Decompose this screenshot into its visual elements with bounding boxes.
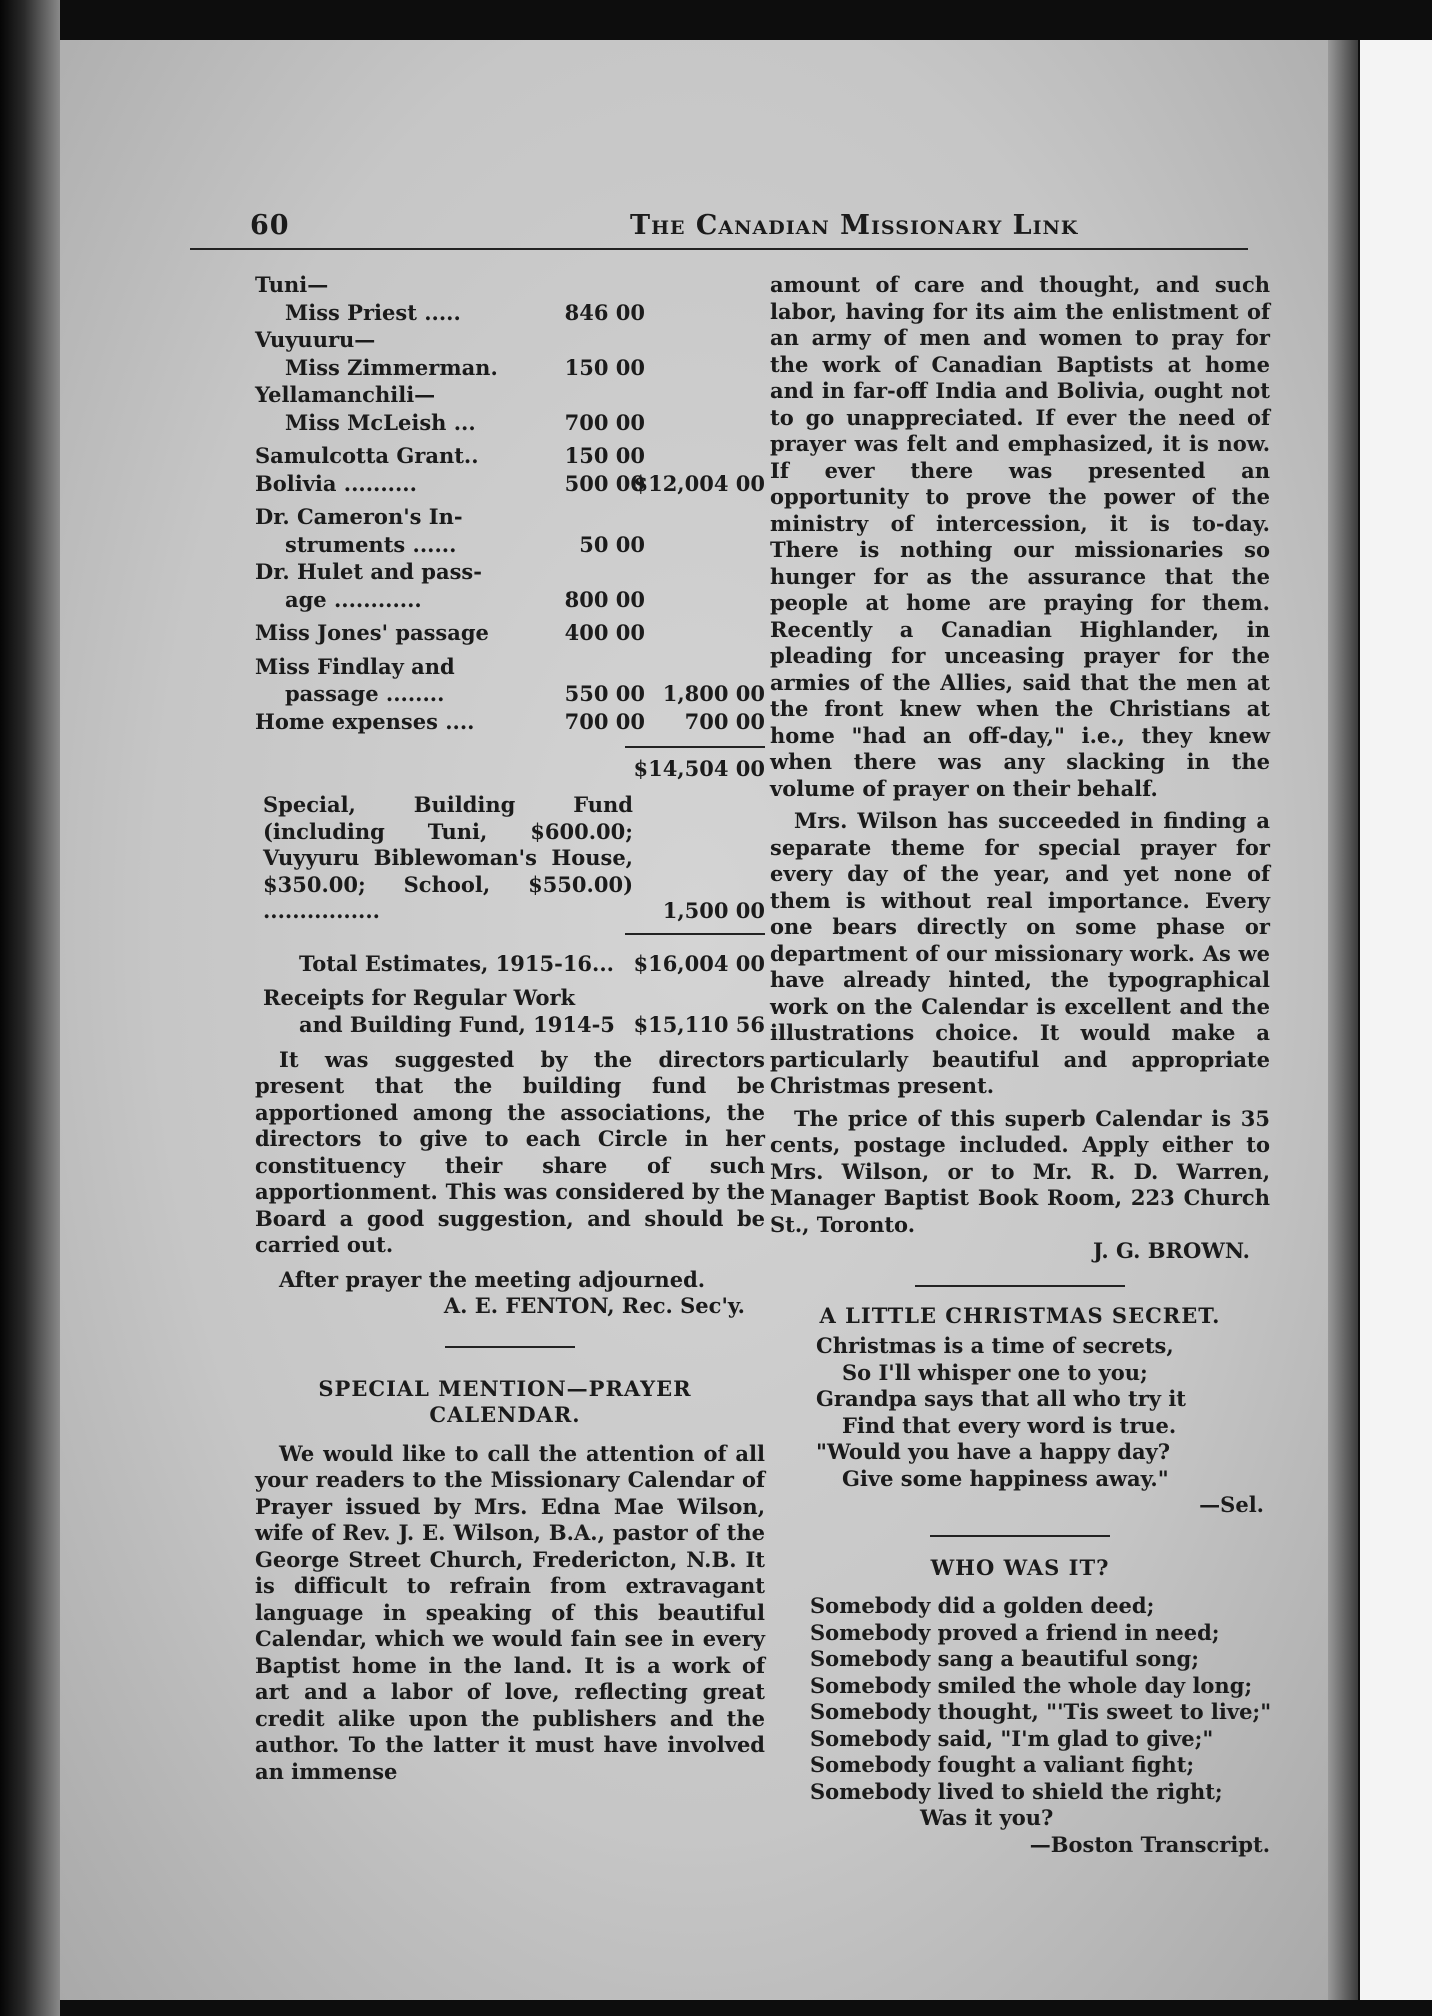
finance-row-label: passage ........ bbox=[285, 681, 445, 706]
poem-line: Find that every word is true. bbox=[842, 1412, 1177, 1438]
brown-signature: J. G. BROWN. bbox=[1093, 1238, 1250, 1263]
right-margin-strip bbox=[1360, 40, 1432, 2000]
poem-line: "Would you have a happy day? bbox=[816, 1439, 1171, 1464]
finance-row-label: struments ...... bbox=[285, 531, 457, 557]
section-separator bbox=[915, 1285, 1125, 1287]
finance-row-label: Miss Priest ..... bbox=[285, 299, 461, 325]
finance-row bbox=[255, 504, 765, 532]
finance-row-label: Miss Zimmerman. bbox=[285, 354, 498, 380]
finance-row-amount: 846 00 bbox=[564, 299, 645, 325]
finance-row-amount: 400 00 bbox=[564, 620, 645, 645]
finance-row-amount: 550 00 bbox=[564, 681, 645, 706]
fenton-signature: A. E. FENTON, Rec. Sec'y. bbox=[443, 1293, 745, 1318]
poem-line: Somebody did a golden deed; bbox=[810, 1593, 1155, 1618]
finance-row bbox=[255, 709, 765, 737]
total-label: Total Estimates, 1915-16... bbox=[299, 950, 614, 976]
receipts-label-2: and Building Fund, 1914-5 bbox=[299, 1011, 615, 1037]
finance-row bbox=[255, 443, 765, 471]
finance-row-label: Miss Jones' passage bbox=[255, 620, 489, 645]
finance-row-label: age ............ bbox=[285, 586, 422, 612]
subtotal-amount: $14,504 00 bbox=[633, 756, 765, 781]
poem-line: Grandpa says that all who try it bbox=[816, 1386, 1187, 1411]
running-header bbox=[190, 204, 1248, 250]
total-amount: $16,004 00 bbox=[633, 950, 765, 976]
receipts-row bbox=[255, 985, 765, 1039]
poem-line: Somebody proved a friend in need; bbox=[810, 1619, 1220, 1645]
subtotal-row bbox=[255, 752, 765, 786]
finance-row bbox=[255, 327, 765, 355]
receipts-amount: $15,110 56 bbox=[633, 1011, 765, 1037]
who-was-it-title: WHO WAS IT? bbox=[930, 1554, 1110, 1580]
journal-title: The Canadian Missionary Link bbox=[630, 210, 1079, 241]
poem-line: Christmas is a time of secrets, bbox=[816, 1333, 1174, 1358]
poem-line: Somebody said, "I'm glad to give;" bbox=[810, 1725, 1214, 1751]
book-spine-left bbox=[0, 0, 60, 2016]
special-rule bbox=[625, 933, 765, 935]
finance-row-total: 700 00 bbox=[684, 708, 765, 734]
section-separator bbox=[445, 1346, 575, 1348]
finance-row bbox=[255, 681, 765, 709]
finance-row bbox=[255, 471, 765, 499]
finance-row bbox=[255, 355, 765, 383]
poem-line: Somebody thought, "'Tis sweet to live;" bbox=[810, 1699, 1272, 1724]
finance-row-label: Dr. Hulet and pass- bbox=[255, 559, 482, 584]
finance-row bbox=[255, 532, 765, 560]
finance-row-label: Home expenses .... bbox=[255, 708, 475, 734]
adjourned-paragraph: After prayer the meeting adjourned. bbox=[279, 1266, 706, 1292]
finance-row-label: Samulcotta Grant.. bbox=[255, 443, 479, 468]
finance-row-amount: 150 00 bbox=[564, 354, 645, 380]
christmas-secret-poem bbox=[770, 1333, 1270, 1492]
finance-row-amount: 150 00 bbox=[564, 443, 645, 468]
finance-row bbox=[255, 654, 765, 682]
special-fund-text: Special, Building Fund (including Tuni, $600.00; Vuyyuru Biblewoman's House, $350.00; School, $550.00) ................ bbox=[263, 792, 633, 923]
page-number: 60 bbox=[250, 210, 290, 241]
poem-line: Somebody lived to shield the right; bbox=[810, 1778, 1223, 1804]
subtotal-rule bbox=[625, 746, 765, 748]
calendar-continued-paragraph: amount of care and thought, and such labor, having for its aim the enlistment of an army of men and women to pray for the work of Canadian Baptists at home and in far-off India and Bolivia, ought not to go unappreciated. If ever the need of prayer was felt and emphasized, it is now. If ever there was presented an opportunity to prove the power of the ministry of intercession, it is to-day. There is nothing our missionaries so hunger for as the assurance that the people at home are praying for them. Recently a Canadian Highlander, in pleading for unceasing prayer for the armies of the Allies, said that the men at the front knew when the Christians at home "had an off-day," i.e., they knew when there was any slacking in the volume of prayer on their behalf. bbox=[770, 272, 1270, 801]
finance-row-label: Yellamanchili— bbox=[255, 382, 436, 407]
finance-row bbox=[255, 300, 765, 328]
finance-row-label: Miss McLeish ... bbox=[285, 409, 476, 435]
finance-row bbox=[255, 587, 765, 615]
finance-row bbox=[255, 410, 765, 438]
finance-row-label: Bolivia .......... bbox=[255, 470, 417, 496]
finance-row bbox=[255, 272, 765, 300]
price-paragraph: The price of this superb Calendar is 35 cents, postage included. Apply either to Mrs. Wilson, or to Mr. R. D. Warren, Manager Baptist Book Room, 223 Church St., Toronto. bbox=[770, 1105, 1270, 1237]
finance-row bbox=[255, 620, 765, 648]
finance-row-label: Dr. Cameron's In- bbox=[255, 504, 463, 529]
boston-transcript-credit: —Boston Transcript. bbox=[1029, 1831, 1270, 1857]
finance-table bbox=[255, 272, 765, 752]
poem-line: Somebody smiled the whole day long; bbox=[810, 1672, 1253, 1698]
receipts-label-1: Receipts for Regular Work bbox=[263, 984, 576, 1010]
finance-row-label: Tuni— bbox=[255, 272, 329, 297]
finance-row-amount: 50 00 bbox=[579, 531, 645, 557]
poem-line: Was it you? bbox=[920, 1805, 1054, 1830]
finance-row-label: Vuyuuru— bbox=[255, 327, 376, 352]
total-row bbox=[255, 951, 765, 981]
finance-row bbox=[255, 559, 765, 587]
poem-line: So I'll whisper one to you; bbox=[842, 1359, 1148, 1385]
right-column bbox=[770, 272, 1270, 1858]
christmas-secret-title: A LITTLE CHRISTMAS SECRET. bbox=[819, 1302, 1221, 1328]
wilson-paragraph: Mrs. Wilson has succeeded in finding a separate theme for special prayer for every day of the year, and yet none of them is without real importance. Every one bears directly on some phase or department of our missionary work. As we have already hinted, the typographical work on the Calendar is excellent and the illustrations choice. It would make a particularly beautiful and appropriate Christmas present. bbox=[770, 808, 1270, 1098]
finance-row-total: $12,004 00 bbox=[633, 470, 765, 496]
directors-paragraph: It was suggested by the directors present that the building fund be apportioned among the associations, the directors to give to each Circle in her constituency their share of such apportionment. This was considered by the Board a good suggestion, and should be carried out. bbox=[255, 1046, 765, 1257]
prayer-calendar-paragraph: We would like to call the attention of all your readers to the Missionary Calendar of Prayer issued by Mrs. Edna Mae Wilson, wife of Rev. J. E. Wilson, B.A., pastor of the George Street Church, Fredericton, N.B. It is difficult to refrain from extravagant language in speaking of this beautiful Calendar, which we would fain see in every Baptist home in the land. It is a work of art and a labor of love, reflecting great credit alike upon the publishers and the author. To the latter it must have involved an immense bbox=[255, 1440, 765, 1784]
who-was-it-poem bbox=[770, 1593, 1270, 1832]
finance-row-amount: 700 00 bbox=[564, 708, 645, 734]
page-edge-shadow bbox=[1328, 40, 1358, 2000]
special-fund-amount: 1,500 00 bbox=[662, 898, 765, 923]
prayer-calendar-heading: SPECIAL MENTION—PRAYER CALENDAR. bbox=[318, 1375, 692, 1427]
sel-credit: —Sel. bbox=[1199, 1492, 1264, 1517]
section-separator bbox=[930, 1535, 1110, 1537]
poem-line: Give some happiness away." bbox=[842, 1465, 1169, 1491]
poem-line: Somebody fought a valiant fight; bbox=[810, 1752, 1195, 1777]
left-column bbox=[255, 272, 765, 1785]
finance-row-total: 1,800 00 bbox=[662, 681, 765, 706]
finance-row-amount: 800 00 bbox=[564, 586, 645, 612]
finance-row-amount: 500 00 bbox=[564, 470, 645, 496]
finance-row bbox=[255, 382, 765, 410]
finance-row-amount: 700 00 bbox=[564, 409, 645, 435]
poem-line: Somebody sang a beautiful song; bbox=[810, 1646, 1199, 1671]
finance-row-label: Miss Findlay and bbox=[255, 653, 455, 679]
special-fund-row bbox=[255, 792, 765, 925]
